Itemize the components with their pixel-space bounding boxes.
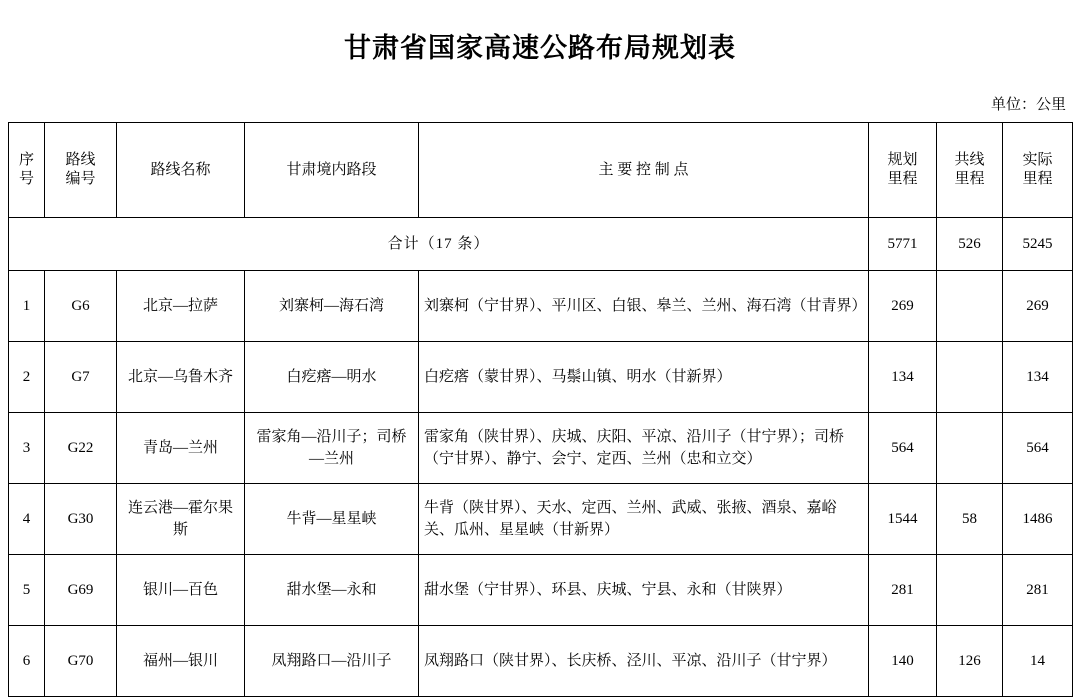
row-route-name: 北京—拉萨 (117, 271, 245, 342)
row-control-points: 雷家角（陕甘界）、庆城、庆阳、平凉、沿川子（甘宁界）；司桥（宁甘界）、静宁、会宁、定西、兰州（忠和立交） (419, 413, 869, 484)
row-shared-mileage (937, 342, 1003, 413)
row-actual-mileage: 281 (1003, 555, 1073, 626)
header-control-points: 主 要 控 制 点 (419, 123, 869, 218)
row-shared-mileage: 126 (937, 626, 1003, 697)
row-route-code: G22 (45, 413, 117, 484)
row-route-name: 青岛—兰州 (117, 413, 245, 484)
row-section: 雷家角—沿川子；司桥—兰州 (245, 413, 419, 484)
row-shared-mileage (937, 555, 1003, 626)
total-actual-mileage: 5245 (1003, 218, 1073, 271)
row-section: 甜水堡—永和 (245, 555, 419, 626)
row-route-name: 银川—百色 (117, 555, 245, 626)
page-title: 甘肃省国家高速公路布局规划表 (344, 33, 736, 63)
row-seq: 1 (9, 271, 45, 342)
row-route-code: G70 (45, 626, 117, 697)
row-actual-mileage: 269 (1003, 271, 1073, 342)
row-seq: 3 (9, 413, 45, 484)
row-route-code: G6 (45, 271, 117, 342)
document-page (0, 26, 1080, 698)
row-shared-mileage: 58 (937, 484, 1003, 555)
row-seq: 2 (9, 342, 45, 413)
row-section: 白疙瘩—明水 (245, 342, 419, 413)
row-planned-mileage: 269 (869, 271, 937, 342)
row-control-points: 白疙瘩（蒙甘界）、马鬃山镇、明水（甘新界） (419, 342, 869, 413)
header-actual-mileage: 实际 里程 (1003, 123, 1073, 218)
header-seq: 序 号 (9, 123, 45, 218)
table-row (9, 342, 1073, 413)
table-header-row (9, 123, 1073, 218)
row-actual-mileage: 1486 (1003, 484, 1073, 555)
row-actual-mileage: 14 (1003, 626, 1073, 697)
row-actual-mileage: 134 (1003, 342, 1073, 413)
header-shared-mileage: 共线 里程 (937, 123, 1003, 218)
table-row (9, 626, 1073, 697)
table-total-row (9, 218, 1073, 271)
row-control-points: 牛背（陕甘界）、天水、定西、兰州、武威、张掖、酒泉、嘉峪关、瓜州、星星峡（甘新界） (419, 484, 869, 555)
table-row (9, 271, 1073, 342)
row-planned-mileage: 564 (869, 413, 937, 484)
highway-layout-table (8, 122, 1073, 697)
row-planned-mileage: 1544 (869, 484, 937, 555)
header-route-code: 路线 编号 (45, 123, 117, 218)
row-route-name: 连云港—霍尔果斯 (117, 484, 245, 555)
row-route-code: G69 (45, 555, 117, 626)
row-route-name: 北京—乌鲁木齐 (117, 342, 245, 413)
total-shared-mileage: 526 (937, 218, 1003, 271)
header-route-name: 路线名称 (117, 123, 245, 218)
row-control-points: 凤翔路口（陕甘界）、长庆桥、泾川、平凉、沿川子（甘宁界） (419, 626, 869, 697)
header-section: 甘肃境内路段 (245, 123, 419, 218)
row-route-code: G30 (45, 484, 117, 555)
total-label: 合计（17 条） (9, 218, 869, 271)
row-seq: 6 (9, 626, 45, 697)
row-shared-mileage (937, 271, 1003, 342)
row-route-code: G7 (45, 342, 117, 413)
table-row (9, 555, 1073, 626)
row-planned-mileage: 140 (869, 626, 937, 697)
unit-note: 单位：公里 (990, 97, 1066, 113)
row-control-points: 甜水堡（宁甘界）、环县、庆城、宁县、永和（甘陕界） (419, 555, 869, 626)
row-section: 凤翔路口—沿川子 (245, 626, 419, 697)
row-seq: 4 (9, 484, 45, 555)
table-row (9, 484, 1073, 555)
row-planned-mileage: 281 (869, 555, 937, 626)
row-seq: 5 (9, 555, 45, 626)
total-planned-mileage: 5771 (869, 218, 937, 271)
row-route-name: 福州—银川 (117, 626, 245, 697)
row-actual-mileage: 564 (1003, 413, 1073, 484)
row-section: 刘寨柯—海石湾 (245, 271, 419, 342)
row-planned-mileage: 134 (869, 342, 937, 413)
header-planned-mileage: 规划 里程 (869, 123, 937, 218)
table-row (9, 413, 1073, 484)
row-control-points: 刘寨柯（宁甘界）、平川区、白银、皋兰、兰州、海石湾（甘青界） (419, 271, 869, 342)
row-shared-mileage (937, 413, 1003, 484)
row-section: 牛背—星星峡 (245, 484, 419, 555)
